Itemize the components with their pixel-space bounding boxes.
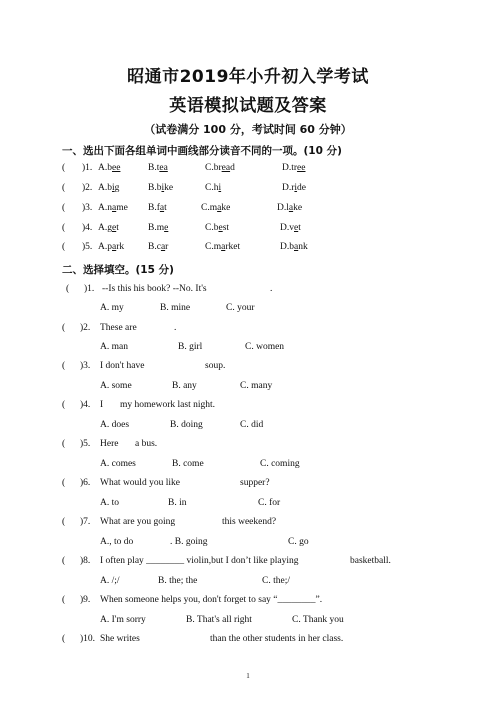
answer-paren: ( [62,556,66,566]
option-c: C. the;/ [262,576,290,586]
question-tail: a bus. [135,439,158,449]
option-a: A. man [100,342,128,352]
option-b: . B. going [170,537,208,547]
option-b: B.car [148,242,169,252]
option-a: A. comes [100,459,136,469]
answer-paren: ( [62,478,66,488]
option-c: C.hi [205,183,222,193]
question-number: )4. [82,223,93,233]
option-c: C. did [240,420,264,430]
option-b: B.bike [148,183,174,193]
question-number: )5. [82,242,93,252]
answer-paren: ( [62,163,66,173]
option-a: A. some [100,381,132,391]
option-a: A., to do [100,537,134,547]
question-number: )7. [80,517,91,527]
question-number: )9. [80,595,91,605]
question-number: )1. [82,163,93,173]
section2-heading: 二、选择填空。(15 分) [62,264,174,276]
question-number: )10. [80,634,96,644]
option-d: D.ride [282,183,307,193]
question-text: When someone helps you, don't forget to say “________”. [100,595,323,605]
option-c: C. your [226,303,255,313]
answer-paren: ( [62,595,66,605]
question-number: )8. [80,556,91,566]
question-tail: . [174,323,177,333]
section1-heading: 一、选出下面各组单词中画线部分读音不同的一项。(10 分) [62,145,342,157]
option-b: B. girl [178,342,203,352]
question-number: )6. [80,478,91,488]
page-subtitle-title: 英语模拟试题及答案 [169,96,327,116]
option-b: B. That's all right [186,615,252,625]
question-tail: basketball. [350,556,391,566]
answer-paren: ( [62,400,66,410]
answer-paren: ( [62,323,66,333]
option-d: D.lake [277,203,303,213]
option-b: B.me [148,223,169,233]
question-text: I don't have [100,361,145,371]
option-b: B.fat [148,203,167,213]
question-text: These are [100,323,137,333]
option-c: C.bread [205,163,235,173]
answer-paren: ( [66,284,70,294]
page-number: 1 [246,672,250,680]
question-number: )3. [82,203,93,213]
option-b: B. mine [160,303,191,313]
question-text: --Is this his book? --No. It's [102,284,207,294]
question-tail: . [270,284,273,294]
question-tail: than the other students in her class. [210,634,344,644]
answer-paren: ( [62,439,66,449]
question-number: )4. [80,400,91,410]
option-b: B. in [168,498,187,508]
answer-paren: ( [62,517,66,527]
answer-paren: ( [62,183,66,193]
exam-info: （试卷满分 100 分，考试时间 60 分钟） [144,123,352,136]
question-number: )1. [84,284,95,294]
question-text: What would you like [100,478,180,488]
option-c: C. go [288,537,309,547]
option-b: B. any [172,381,197,391]
option-a: A.big [98,183,120,193]
option-a: A.get [98,223,119,233]
answer-paren: ( [62,203,66,213]
question-text: She writes [100,634,140,644]
option-b: B. doing [170,420,203,430]
question-text: I [100,400,104,410]
question-text: I often play ________ violin,but I don’t like playing [100,556,299,566]
option-a: A. I'm sorry [100,615,146,625]
option-c: C. Thank you [292,615,344,625]
question-text: Here [100,439,119,449]
option-c: C.market [205,242,241,252]
option-a: A.bee [98,163,121,173]
question-tail: supper? [240,478,270,488]
option-c: C. women [245,342,285,352]
question-number: )2. [80,323,91,333]
answer-paren: ( [62,634,66,644]
option-d: D.bank [280,242,308,252]
option-a: A.name [98,203,128,213]
question-tail: my homework last night. [120,400,215,410]
option-b: B.tea [148,163,168,173]
option-b: B. come [172,459,204,469]
option-d: D.tree [282,163,306,173]
page-title: 昭通市2019年小升初入学考试 [127,67,369,87]
question-text: What are you going [100,517,176,527]
option-b: B. the; the [158,576,198,586]
option-c: C.best [205,223,230,233]
option-c: C.make [201,203,231,213]
answer-paren: ( [62,361,66,371]
option-a: A. does [100,420,130,430]
question-number: )3. [80,361,91,371]
option-c: C. many [240,381,273,391]
option-a: A. to [100,498,119,508]
option-a: A. /;/ [100,576,120,586]
question-number: )2. [82,183,93,193]
answer-paren: ( [62,242,66,252]
answer-paren: ( [62,223,66,233]
option-c: C. for [258,498,281,508]
option-a: A.park [98,242,125,252]
question-tail: soup. [205,361,226,371]
option-a: A. my [100,303,124,313]
question-number: )5. [80,439,91,449]
option-c: C. coming [260,459,300,469]
question-tail: this weekend? [222,517,277,527]
option-d: D.vet [280,223,301,233]
